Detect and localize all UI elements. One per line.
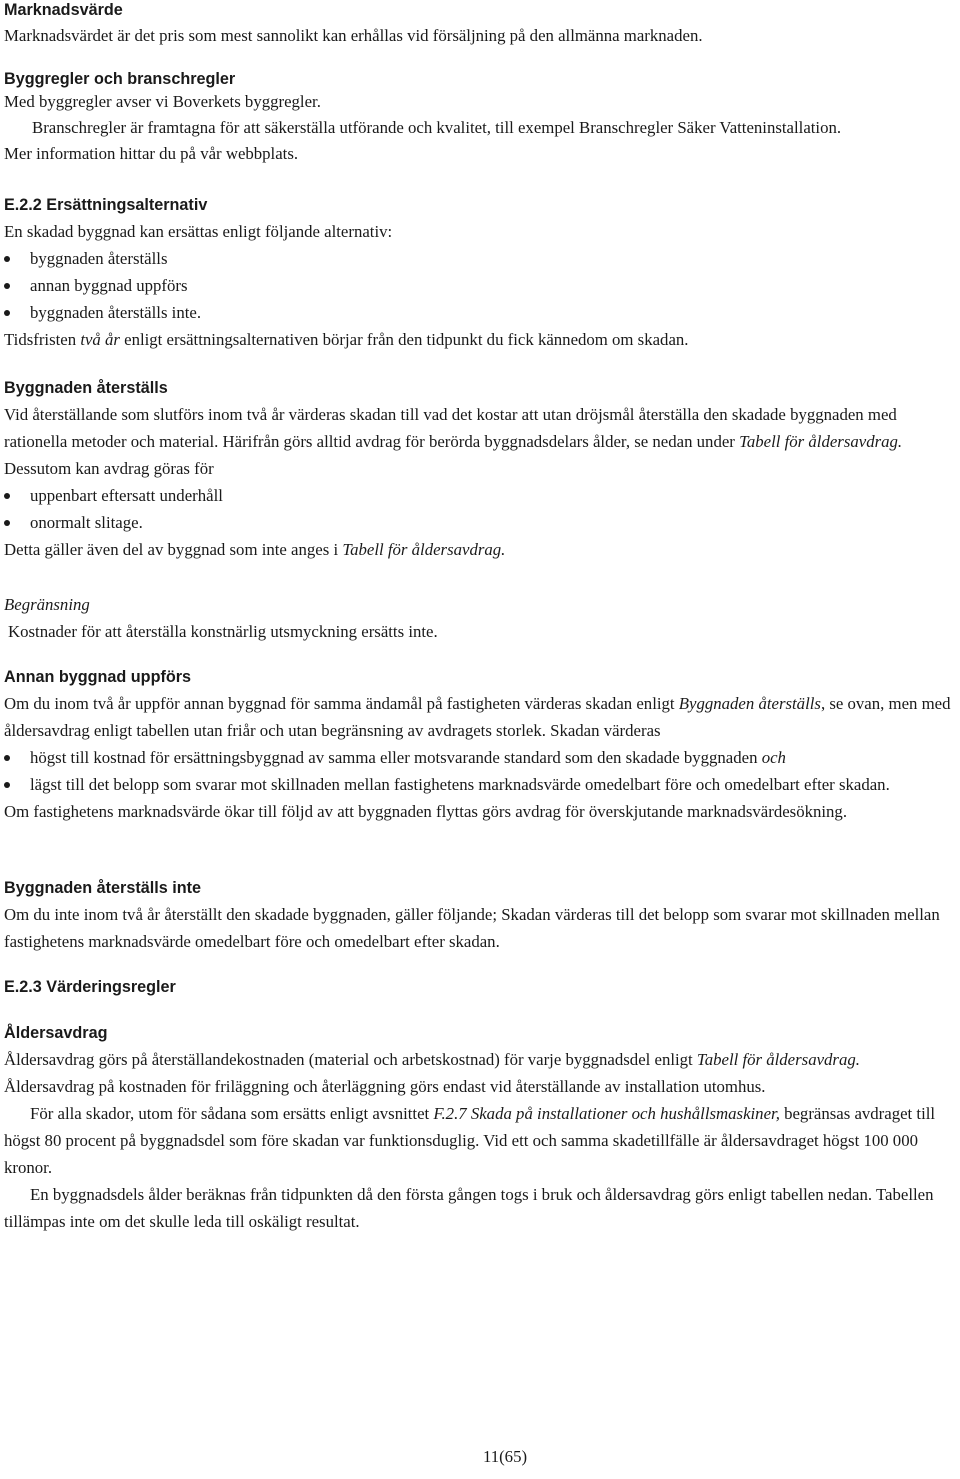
paragraph: Tidsfristen två år enligt ersättningsalternativen börjar från den tidpunkt du fick kännedom om skadan. [4, 330, 689, 349]
paragraph: Om du inom två år uppför annan byggnad för samma ändamål på fastigheten värderas skadan enligt Byggnaden återställs, se ovan, men med åldersavdrag enligt tabellen utan friår och utan begränsning av avdragets storlek. Skadan värderas [4, 694, 951, 740]
section-annan-byggnad [4, 667, 956, 825]
section-varderingsregler [4, 977, 956, 997]
bullet-icon [4, 310, 10, 316]
section-marknadsvarde [4, 0, 956, 49]
bullet-icon [4, 256, 10, 262]
section-heading: Annan byggnad uppförs [4, 668, 192, 686]
bullet-icon [4, 493, 10, 499]
bullet-icon [4, 520, 10, 526]
section-heading: Byggnaden återställs [4, 379, 168, 397]
section-heading: E.2.3 Värderingsregler [4, 978, 176, 996]
subsection-begransning [4, 591, 956, 645]
section-heading: Åldersavdrag [4, 1024, 108, 1042]
paragraph: Mer information hittar du på vår webbplats. [4, 144, 299, 163]
section-heading: E.2.2 Ersättningsalternativ [4, 196, 208, 214]
paragraph: För alla skador, utom för sådana som ersätts enligt avsnittet F.2.7 Skada på installationer och hushållsmaskiner, begränsas avdraget till högst 80 procent på byggnadsdel som före skadan var funktionsduglig. Vid ett och samma skadetillfälle är åldersavdraget högst 100 000 kronor. [4, 1104, 936, 1177]
bullet-icon [4, 782, 10, 788]
list-item: uppenbart eftersatt underhåll [4, 482, 956, 509]
paragraph: Branschregler är framtagna för att säkerställa utförande och kvalitet, till exempel Branschregler Säker Vatteninstallation. [32, 118, 842, 137]
section-byggregler [4, 69, 956, 167]
page-number: 11(65) [482, 1447, 528, 1466]
paragraph: Marknadsvärdet är det pris som mest sannolikt kan erhållas vid försäljning på den allmänna marknaden. [4, 26, 703, 45]
paragraph: Vid återställande som slutförs inom två år värderas skadan till vad det kostar att utan dröjsmål återställa den skadade byggnaden med rationella metoder och material. Härifrån görs alltid avdrag för berörda byggnadsdelars ålder, se nedan under Tabell för åldersavdrag. Dessutom kan avdrag göras för [4, 405, 903, 478]
paragraph: En byggnadsdels ålder beräknas från tidpunkten då den första gången togs i bruk och åldersavdrag görs enligt tabellen nedan. Tabellen tillämpas inte om det skulle leda till oskäligt resultat. [4, 1185, 934, 1231]
section-ersattningsalternativ [4, 195, 956, 353]
paragraph: Åldersavdrag görs på återställandekostnaden (material och arbetskostnad) för varje byggnadsdel enligt Tabell för åldersavdrag. [4, 1050, 860, 1069]
section-byggnaden-aterstalls [4, 378, 956, 563]
subsection-heading: Begränsning [4, 595, 90, 614]
list-item: byggnaden återställs inte. [4, 299, 956, 326]
section-byggnaden-aterstalls-inte [4, 878, 956, 955]
paragraph: Om fastighetens marknadsvärde ökar till följd av att byggnaden flyttas görs avdrag för överskjutande marknadsvärdesökning. [4, 802, 848, 821]
list-item: lägst till det belopp som svarar mot skillnaden mellan fastighetens marknadsvärde omedelbart före och omedelbart efter skadan. [4, 771, 956, 798]
section-aldersavdrag [4, 1023, 956, 1235]
list-item: högst till kostnad för ersättningsbyggnad av samma eller motsvarande standard som den skadade byggnaden och [4, 744, 956, 771]
paragraph: Åldersavdrag på kostnaden för friläggning och återläggning görs endast vid återställande av installation utomhus. [4, 1077, 766, 1096]
list-item: onormalt slitage. [4, 509, 956, 536]
bullet-list [4, 245, 956, 326]
list-item: annan byggnad uppförs [4, 272, 956, 299]
list-item: byggnaden återställs [4, 245, 956, 272]
paragraph: En skadad byggnad kan ersättas enligt följande alternativ: [4, 222, 393, 241]
section-heading: Marknadsvärde [4, 1, 123, 19]
paragraph: Med byggregler avser vi Boverkets byggregler. [4, 92, 321, 111]
bullet-icon [4, 283, 10, 289]
paragraph: Om du inte inom två år återställt den skadade byggnaden, gäller följande; Skadan värderas till det belopp som svarar mot skillnaden mellan fastighetens marknadsvärde omedelbart före och omedelbart efter skadan. [4, 905, 940, 951]
paragraph: Detta gäller även del av byggnad som inte anges i Tabell för åldersavdrag. [4, 540, 506, 559]
paragraph: Kostnader för att återställa konstnärlig utsmyckning ersätts inte. [8, 622, 438, 641]
bullet-icon [4, 755, 10, 761]
section-heading: Byggnaden återställs inte [4, 879, 202, 897]
bullet-list [4, 744, 956, 798]
section-heading: Byggregler och branschregler [4, 70, 236, 88]
bullet-list [4, 482, 956, 536]
